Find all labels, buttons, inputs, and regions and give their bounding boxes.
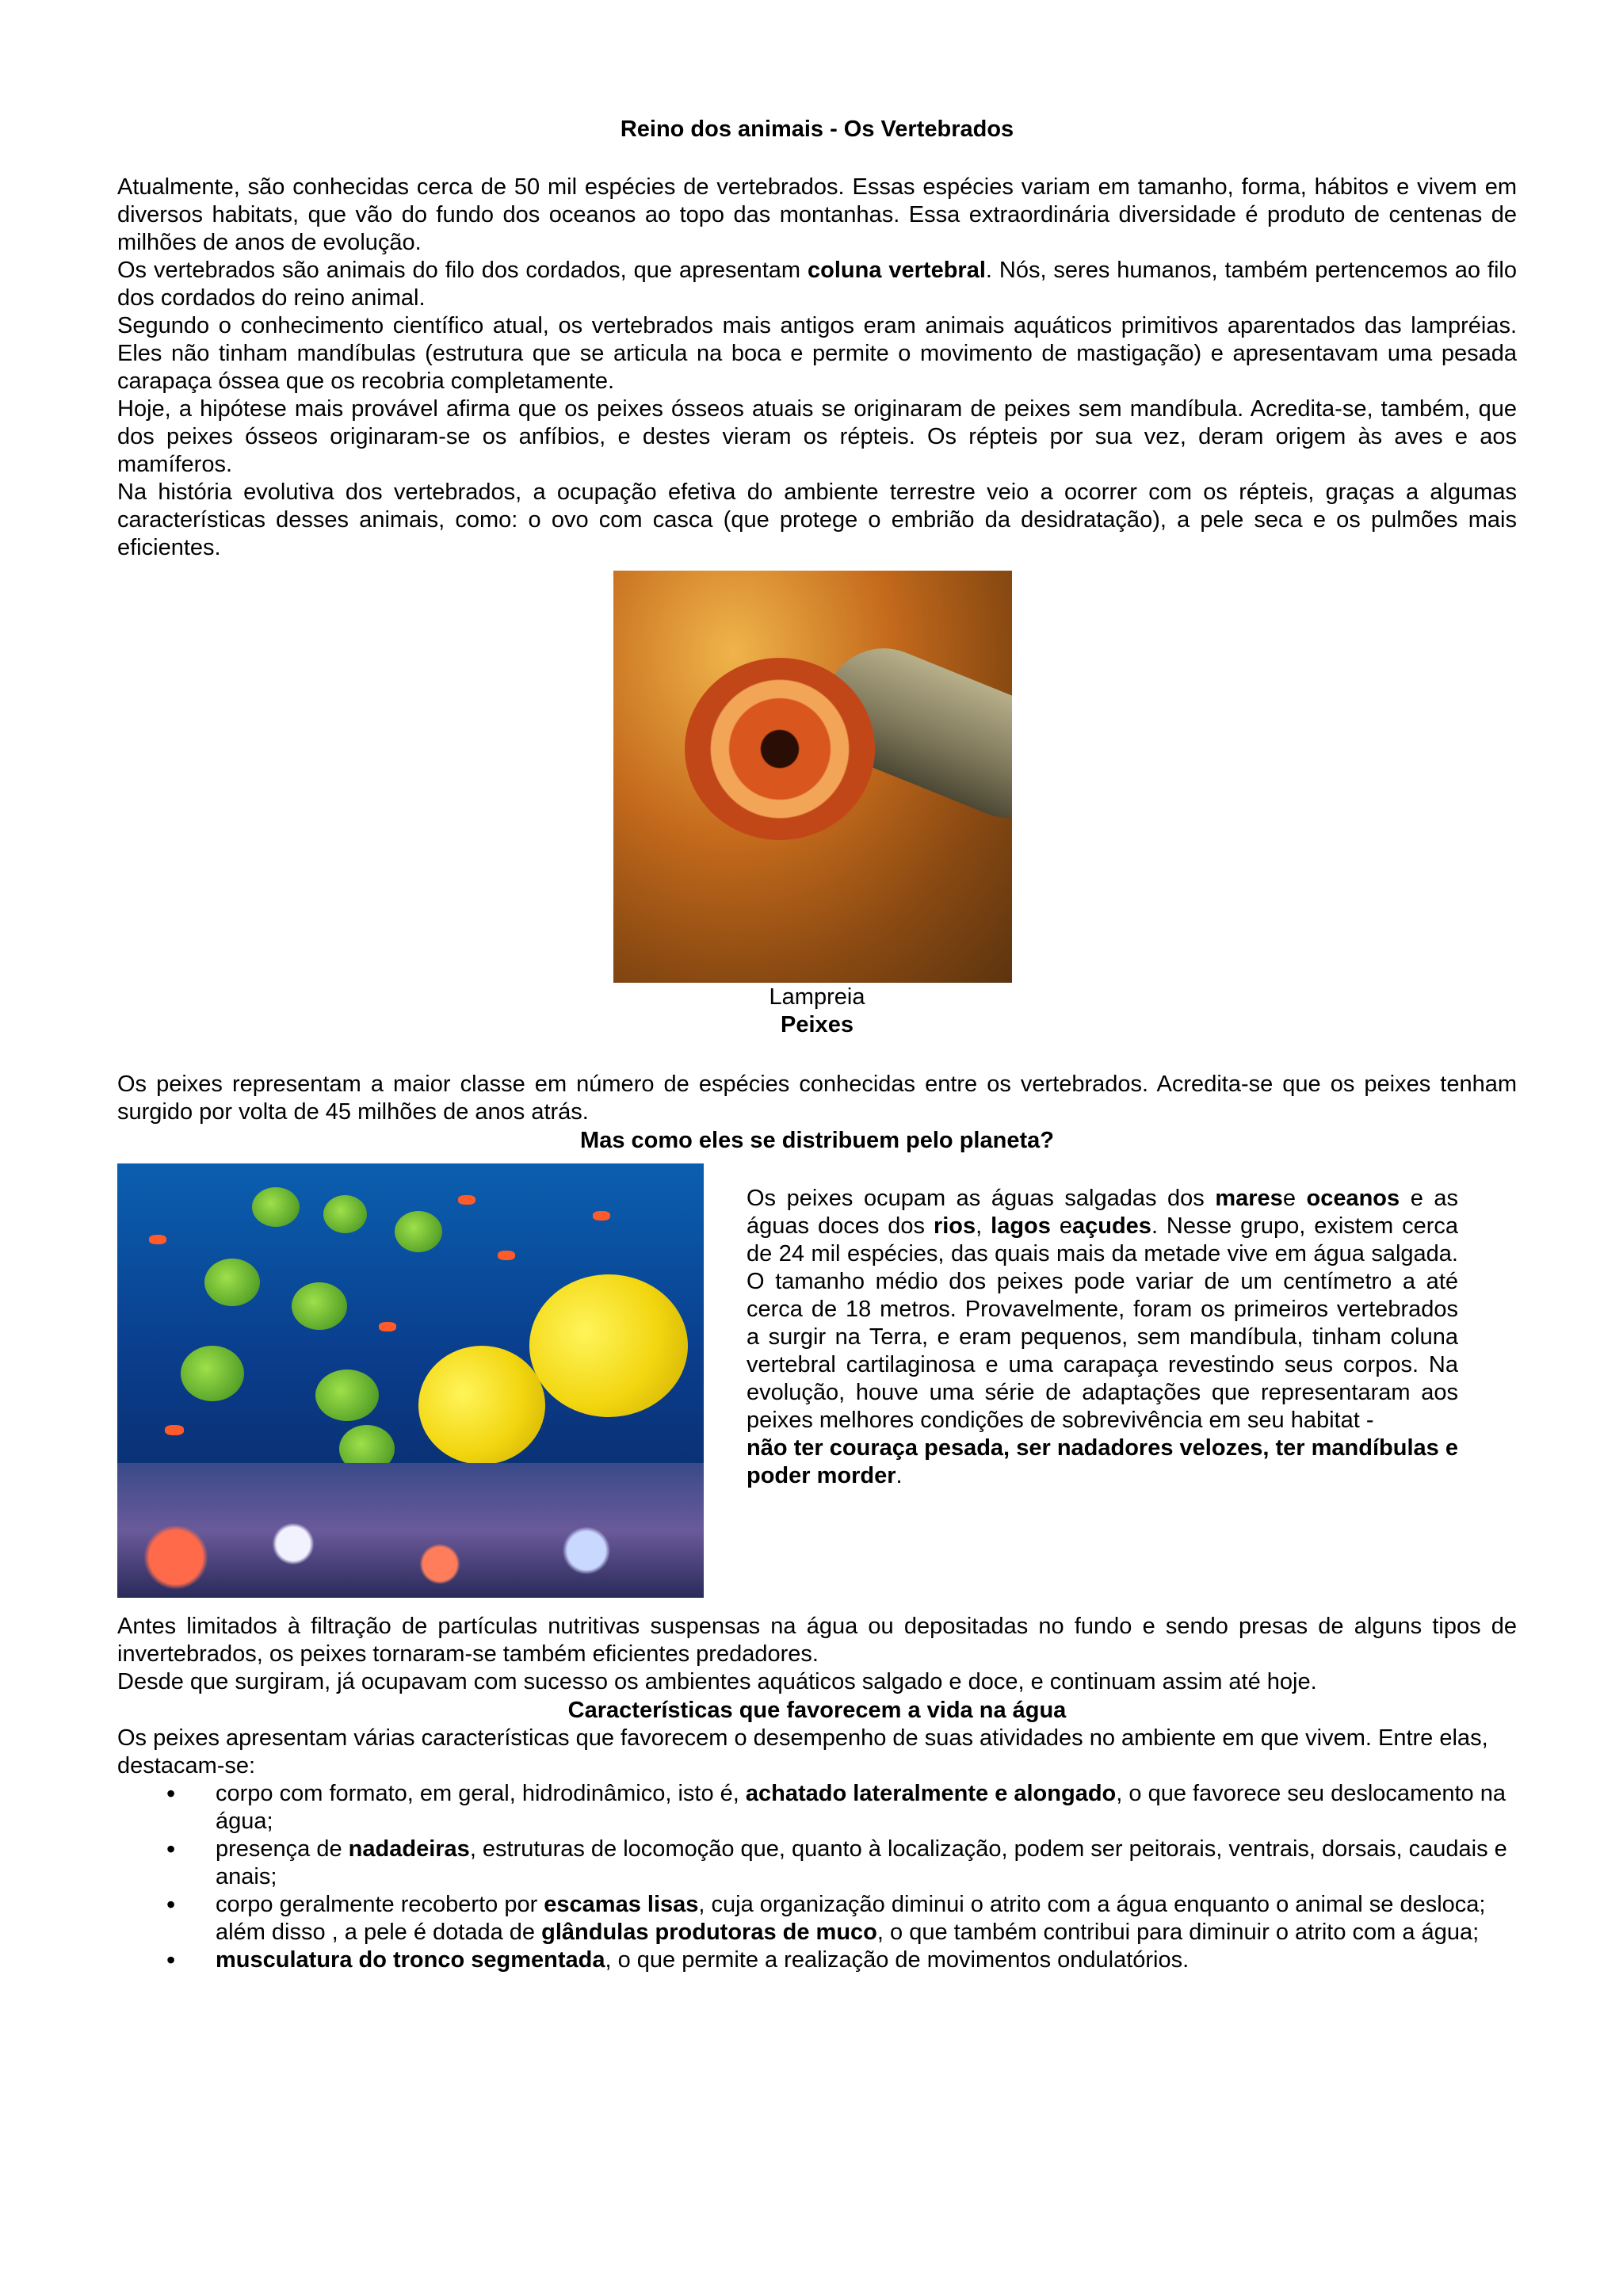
fish-shape — [379, 1322, 396, 1331]
lamprey-photo — [613, 571, 1012, 983]
section-heading-peixes: Peixes — [781, 1012, 854, 1037]
fish-shape — [593, 1211, 610, 1221]
intro-section — [117, 174, 1517, 562]
fish-shape — [204, 1259, 260, 1306]
reef-fish-photo — [117, 1163, 704, 1598]
section-heading-characteristics: Características que favorecem a vida na água — [567, 1698, 1067, 1723]
list-item: • musculatura do tronco segmentada, o que permite a realização de movimentos ondulatórios. — [166, 1946, 1190, 1974]
after-section — [117, 1613, 1517, 1696]
list-item: • corpo com formato, em geral, hidrodinâmico, isto é, achatado lateralmente e alongado, o que favorece seu deslocamento na água; — [166, 1779, 1506, 1834]
butterflyfish-shape — [418, 1346, 545, 1465]
fish-shape — [323, 1195, 367, 1233]
page-title: Reino dos animais - Os Vertebrados — [620, 117, 1014, 142]
lamprey-mouth-shape — [685, 658, 875, 840]
after-paragraph-2: Desde que surgiram, já ocupavam com sucesso os ambientes aquáticos salgado e doce, e continuam assim até hoje. — [117, 1669, 1317, 1694]
fish-shape — [181, 1346, 244, 1401]
intro-paragraph-2: Os vertebrados são animais do filo dos cordados, que apresentam coluna vertebral. Nós, seres humanos, também pertencemos ao filo dos cordados do reino animal. — [117, 258, 1517, 311]
bullet-icon: • — [166, 1946, 176, 1974]
list-item: • presença de nadadeiras, estruturas de locomoção que, quanto à localização, podem ser peitorais, ventrais, dorsais, caudais e anais; — [166, 1835, 1507, 1889]
characteristics-intro: Os peixes apresentam várias características que favorecem o desempenho de suas atividades no ambiente em que vivem. Entre elas, destacam-se: — [117, 1725, 1488, 1778]
fish-shape — [292, 1282, 347, 1330]
after-paragraph-1: Antes limitados à filtração de partículas nutritivas suspensas na água ou depositadas no fundo e sendo presas de alguns tipos de invertebrados, os peixes tornaram-se também eficientes predadores. — [117, 1614, 1517, 1667]
characteristics-list — [117, 1780, 1517, 1974]
bullet-icon: • — [166, 1890, 176, 1919]
fish-shape — [252, 1187, 300, 1227]
list-item: • corpo geralmente recoberto por escamas lisas, cuja organização diminui o atrito com a água enquanto o animal se desloca; além disso , a pele é dotada de glândulas produtoras de muco, o que também contribui para diminuir o atrito com a água; — [166, 1890, 1486, 1945]
butterflyfish-shape — [529, 1274, 688, 1417]
fish-shape — [395, 1211, 442, 1252]
coral-reef-shape — [117, 1463, 704, 1598]
intro-paragraph-3: Segundo o conhecimento científico atual, os vertebrados mais antigos eram animais aquáticos primitivos aparentados das lampréias. Eles não tinham mandíbulas (estrutura que se articula na boca e permite o movimento de mastigação) e apresentavam uma pesada carapaça óssea que os recobria completamente. — [117, 313, 1517, 394]
distribution-paragraph: Os peixes ocupam as águas salgadas dos marese oceanos e as águas doces dos rios, lagos eaçudes. Nesse grupo, existem cerca de 24 mil espécies, das quais mais da metade vive em água salgada. O tamanho médio dos peixes pode variar de um centímetro a até cerca de 18 metros. Provavelmente, foram os primeiros vertebrados a surgir na Terra, e eram pequenos, sem mandíbula, tinham coluna vertebral cartilaginosa e uma carapaça revestindo seus corpos. Na evolução, houve uma série de adaptações que representaram aos peixes melhores condições de sobrevivência em seu habitat - não ter couraça pesada, ser nadadores velozes, ter mandíbulas e poder morder. — [747, 1186, 1458, 1488]
bold-term: coluna vertebral — [808, 258, 986, 283]
intro-paragraph-5: Na história evolutiva dos vertebrados, a ocupação efetiva do ambiente terrestre veio a ocorrer com os répteis, graças a algumas características desses animais, como: o ovo com casca (que protege o embrião da desidratação), a pele seca e os pulmões mais eficientes. — [117, 479, 1517, 560]
intro-paragraph-1: Atualmente, são conhecidas cerca de 50 mil espécies de vertebrados. Essas espécies variam em tamanho, forma, hábitos e vivem em diversos habitats, que vão do fundo dos oceanos ao topo das montanhas. Essa extraordinária diversidade é produto de centenas de milhões de anos de evolução. — [117, 174, 1517, 255]
bullet-icon: • — [166, 1835, 176, 1863]
fish-shape — [165, 1425, 184, 1435]
fish-shape — [315, 1370, 379, 1421]
peixes-intro-paragraph: Os peixes representam a maior classe em número de espécies conhecidas entre os vertebrados. Acredita-se que os peixes tenham surgido por volta de 45 milhões de anos atrás. — [117, 1072, 1517, 1125]
bullet-icon: • — [166, 1779, 176, 1808]
fish-shape — [149, 1235, 166, 1244]
section-heading-distribution: Mas como eles se distribuem pelo planeta? — [580, 1128, 1054, 1153]
fish-shape — [498, 1251, 515, 1260]
fish-shape — [458, 1195, 475, 1205]
intro-paragraph-4: Hoje, a hipótese mais provável afirma que os peixes ósseos atuais se originaram de peixes sem mandíbula. Acredita-se, também, que dos peixes ósseos originaram-se os anfíbios, e destes vieram os répteis. Os répteis por sua vez, deram origem às aves e aos mamíferos. — [117, 396, 1517, 477]
lamprey-caption: Lampreia — [769, 984, 865, 1010]
